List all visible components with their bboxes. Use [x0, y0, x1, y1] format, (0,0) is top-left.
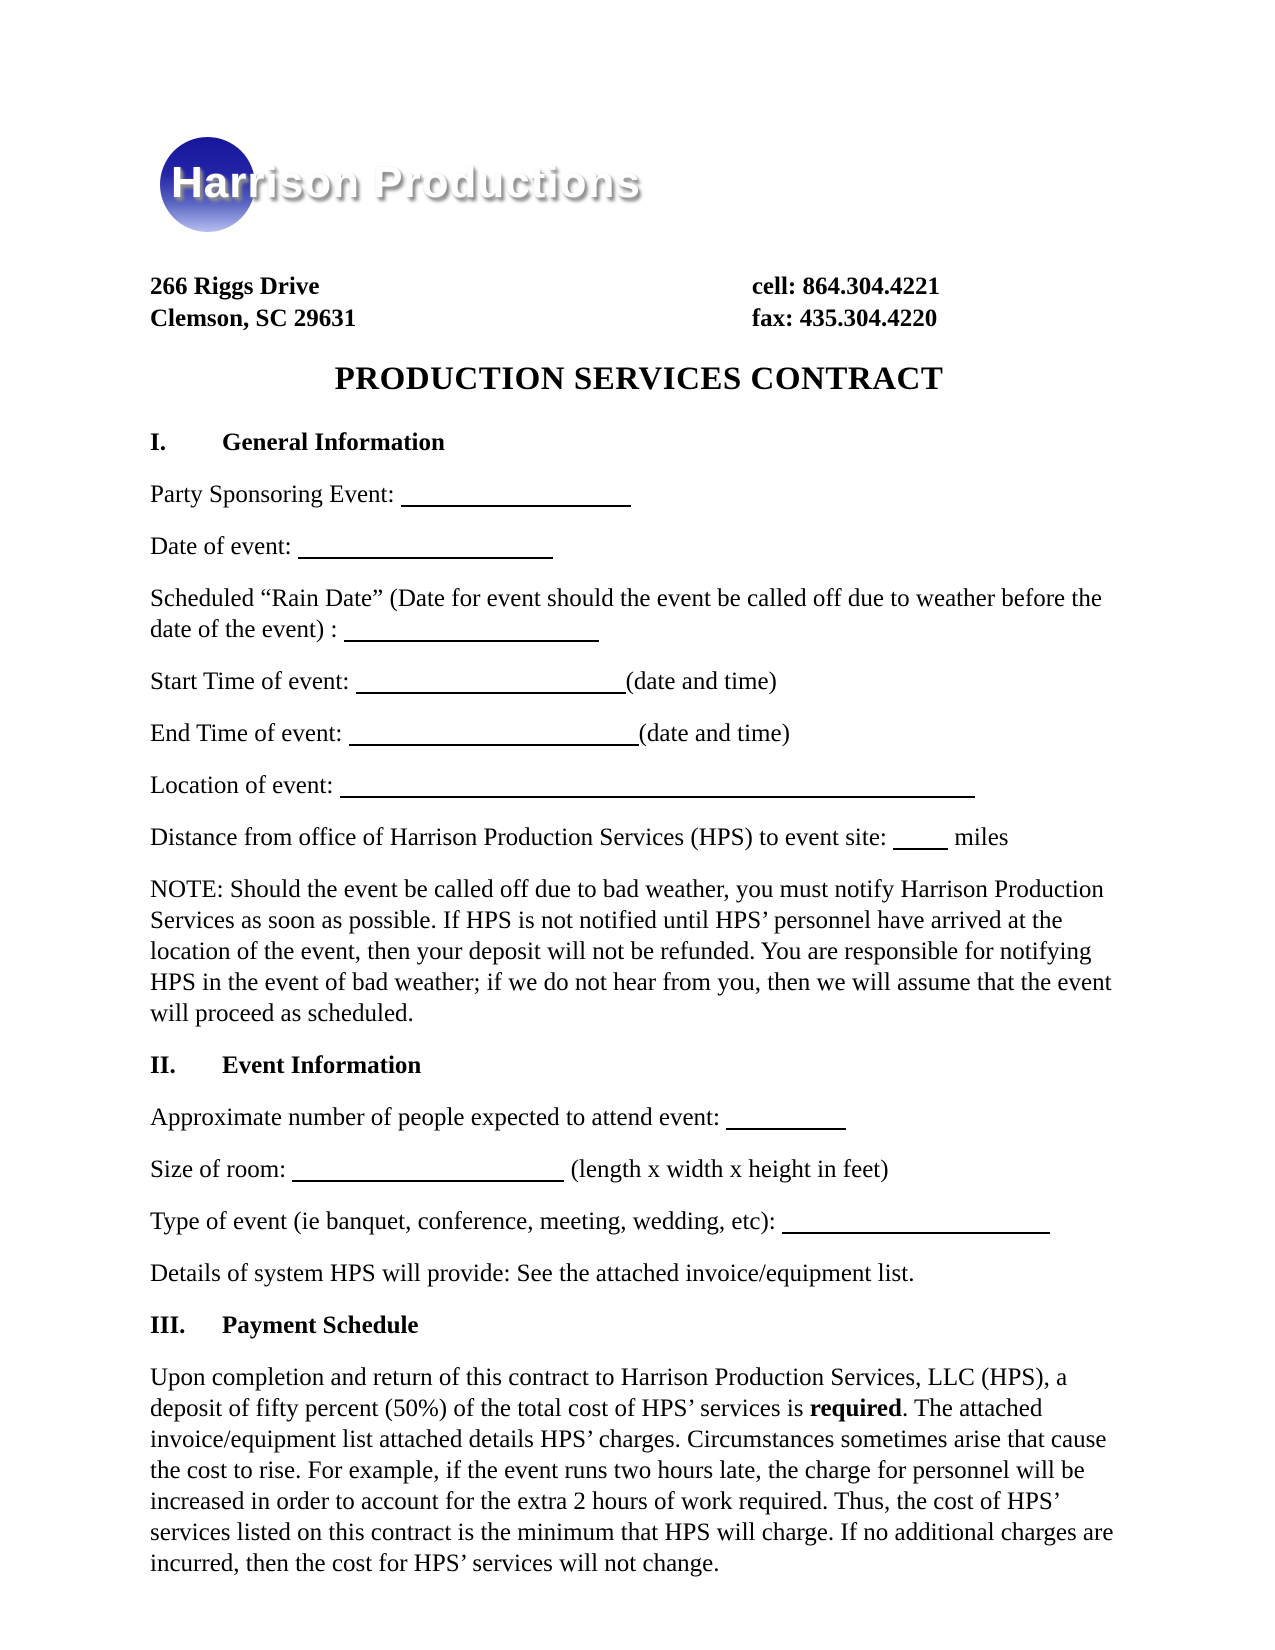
section-heading-general-information: [150, 427, 1128, 458]
field-room-size: [150, 1154, 1128, 1185]
payment-paragraph: [150, 1362, 1128, 1579]
letterhead: [150, 271, 1128, 335]
fill-in-blank: [401, 480, 631, 507]
logo-text: Harrison Productions: [171, 158, 641, 207]
field-event-type: [150, 1206, 1128, 1237]
fill-in-blank: [782, 1207, 1050, 1234]
field-label: Start Time of event:: [150, 668, 356, 695]
field-distance: [150, 822, 1128, 853]
section-numeral: II.: [150, 1052, 176, 1079]
section-heading-label: Event Information: [222, 1052, 422, 1079]
field-label: Distance from office of Harrison Production Services (HPS) to event site:: [150, 824, 894, 851]
field-attendance: [150, 1102, 1128, 1133]
weather-note-paragraph: NOTE: Should the event be called off due to bad weather, you must notify Harrison Production Services as soon as possible. If HPS is not notified until HPS’ personnel have arrived at the location of the event, then your deposit will not be refunded. You are responsible for notifying HPS in the event of bad weather; if we do not hear from you, then we will assume that the event will proceed as scheduled.: [150, 876, 1112, 1027]
field-suffix: (date and time): [625, 668, 777, 695]
payment-required-emphasis: required: [809, 1395, 902, 1422]
section-heading-event-information: [150, 1050, 1128, 1081]
field-location: [150, 770, 1128, 801]
section-heading-label: Payment Schedule: [222, 1312, 419, 1339]
fill-in-blank: [298, 532, 553, 559]
field-suffix: miles: [948, 824, 1009, 851]
fill-in-blank: [356, 667, 626, 694]
field-start-time: [150, 666, 1128, 697]
payment-text-after: . The attached invoice/equipment list attached details HPS’ charges. Circumstances sometimes arise that cause the cost to rise. For example, if the event runs two hours late, the charge for personnel will be increased in order to account for the extra 2 hours of work required. Thus, the cost of HPS’ services listed on this contract is the minimum that HPS will charge. If no additional charges are incurred, then the cost for HPS’ services will not change.: [150, 1395, 1114, 1577]
system-details-line: Details of system HPS will provide: See the attached invoice/equipment list.: [150, 1260, 915, 1287]
section-numeral: III.: [150, 1312, 186, 1339]
field-rain-date: [150, 583, 1128, 645]
payment-text-before: Upon completion and return of this contract to Harrison Production Services, LLC (HPS), a deposit of fifty percent (50%) of the total cost of HPS’ services is: [150, 1364, 1068, 1422]
phone-block: [752, 271, 940, 335]
fill-in-blank: [893, 823, 948, 850]
field-suffix: (length x width x height in feet): [564, 1156, 889, 1183]
field-label: Scheduled “Rain Date” (Date for event should the event be called off due to weather before the date of the event) :: [150, 585, 1102, 643]
fill-in-blank: [344, 615, 599, 642]
field-date-of-event: [150, 531, 1128, 562]
section-heading-payment-schedule: [150, 1310, 1128, 1341]
fax-number: fax: 435.304.4220: [751, 305, 938, 332]
field-party-sponsoring-event: [150, 479, 1128, 510]
company-logo: [150, 135, 1128, 235]
address-line-1: 266 Riggs Drive: [150, 273, 320, 300]
section-numeral: I.: [150, 429, 166, 456]
fill-in-blank: [292, 1155, 564, 1182]
section-heading-label: General Information: [222, 429, 445, 456]
fill-in-blank: [349, 719, 639, 746]
field-suffix: (date and time): [638, 720, 790, 747]
address-line-2: Clemson, SC 29631: [150, 305, 357, 332]
field-label: Date of event:: [150, 533, 298, 560]
field-label: Size of room:: [150, 1156, 293, 1183]
fill-in-blank: [340, 771, 975, 798]
address-block: [150, 271, 356, 335]
cell-number: cell: 864.304.4221: [751, 273, 940, 300]
field-label: Party Sponsoring Event:: [150, 481, 401, 508]
field-label: Approximate number of people expected to attend event:: [150, 1104, 727, 1131]
page-title: PRODUCTION SERVICES CONTRACT: [334, 361, 944, 397]
fill-in-blank: [726, 1103, 846, 1130]
field-label: Location of event:: [150, 772, 340, 799]
field-label: End Time of event:: [150, 720, 349, 747]
field-end-time: [150, 718, 1128, 749]
field-label: Type of event (ie banquet, conference, meeting, wedding, etc):: [150, 1208, 783, 1235]
